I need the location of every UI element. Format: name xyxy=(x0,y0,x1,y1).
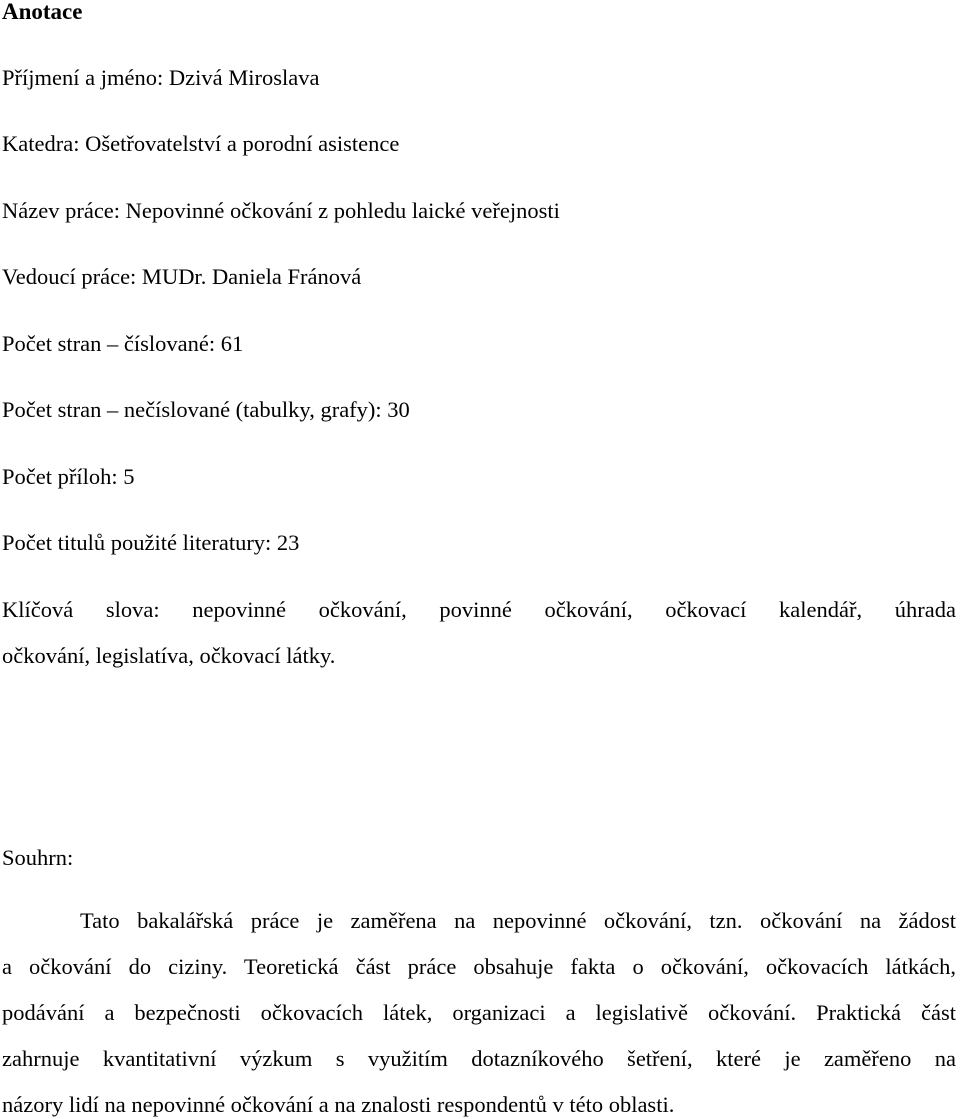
summary-label: Souhrn: xyxy=(2,845,74,870)
supervisor-line: Vedoucí práce: MUDr. Daniela Fránová xyxy=(2,264,362,289)
pages-unnumbered-line: Počet stran – nečíslované (tabulky, grafy): 30 xyxy=(2,397,410,422)
summary-line-1: Tato bakalářská práce je zaměřena na nepovinné očkování, tzn. očkování na žádost xyxy=(80,908,956,933)
section-heading: Anotace xyxy=(2,0,83,24)
pages-numbered-line: Počet stran – číslované: 61 xyxy=(2,331,244,356)
summary-line-5: názory lidí na nepovinné očkování a na znalosti respondentů v této oblasti. xyxy=(2,1092,675,1117)
thesis-title-line: Název práce: Nepovinné očkování z pohledu laické veřejnosti xyxy=(2,198,560,223)
summary-line-4: zahrnuje kvantitativní výzkum s využitím dotazníkového šetření, které je zaměřeno na xyxy=(2,1046,956,1071)
references-line: Počet titulů použité literatury: 23 xyxy=(2,530,300,555)
author-line: Příjmení a jméno: Dzivá Miroslava xyxy=(2,65,320,90)
department-line: Katedra: Ošetřovatelství a porodní asistence xyxy=(2,131,400,156)
appendices-line: Počet příloh: 5 xyxy=(2,464,135,489)
summary-line-3: podávání a bezpečnosti očkovacích látek, organizaci a legislativě očkování. Praktická část xyxy=(2,1000,956,1025)
summary-line-2: a očkování do ciziny. Teoretická část práce obsahuje fakta o očkování, očkovacích látkách, xyxy=(2,954,956,979)
keywords-line-2: očkování, legislatíva, očkovací látky. xyxy=(2,643,336,668)
keywords-line-1: Klíčová slova: nepovinné očkování, povinné očkování, očkovací kalendář, úhrada xyxy=(2,597,956,622)
